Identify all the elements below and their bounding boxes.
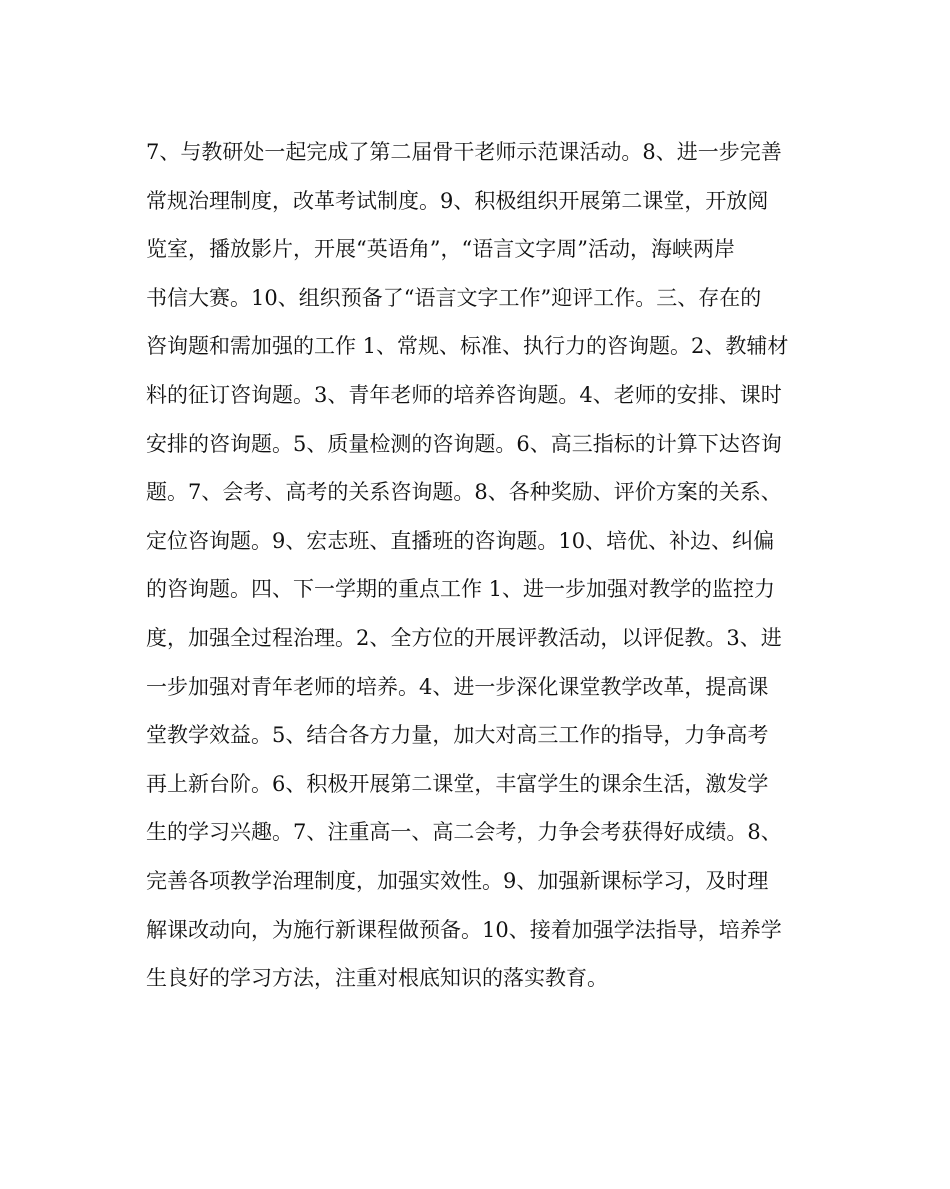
text-line: 7、与教研处一起完成了第二届骨干老师示范课活动。8、进一步完善: [146, 140, 782, 164]
text-line: 料的征订咨询题。3、青年老师的培养咨询题。4、老师的安排、课时: [146, 382, 782, 407]
text-line: 堂教学效益。5、结合各方力量，加大对高三工作的指导，力争高考: [146, 723, 769, 748]
text-line: 常规治理制度，改革考试制度。9、积极组织开展第二课堂，开放阅: [146, 188, 769, 213]
text-line: 生的学习兴趣。7、注重高一、高二会考，力争会考获得好成绩。8、: [146, 820, 782, 845]
text-line: 完善各项教学治理制度，加强实效性。9、加强新课标学习，及时理: [146, 868, 769, 893]
text-line: 一步加强对青年老师的培养。4、进一步深化课堂教学改革，提高课: [146, 674, 769, 699]
text-line: 解课改动向，为施行新课程做预备。10、接着加强学法指导，培养学: [146, 917, 782, 942]
text-line: 安排的咨询题。5、质量检测的咨询题。6、高三指标的计算下达咨询: [146, 431, 782, 456]
body-text: [146, 128, 806, 1003]
text-line: 再上新台阶。6、积极开展第二课堂，丰富学生的课余生活，激发学: [146, 771, 769, 796]
text-line: 题。7、会考、高考的关系咨询题。8、各种奖励、评价方案的关系、: [146, 480, 782, 505]
text-line: 览室，播放影片，开展“英语角”，“语言文字周”活动，海峡两岸: [146, 237, 735, 262]
text-line: 书信大赛。10、组织预备了“语言文字工作”迎评工作。三、存在的: [146, 285, 762, 310]
text-line: 咨询题和需加强的工作 1、常规、标准、执行力的咨询题。2、教辅材: [146, 334, 789, 359]
text-line: 定位咨询题。9、宏志班、直播班的咨询题。10、培优、补边、纠偏: [146, 528, 775, 553]
text-line: 度，加强全过程治理。2、全方位的开展评教活动，以评促教。3、进: [146, 625, 782, 650]
text-line: 的咨询题。四、下一学期的重点工作 1、进一步加强对教学的监控力: [146, 577, 776, 602]
text-line: 生良好的学习方法，注重对根底知识的落实教育。: [146, 966, 608, 991]
